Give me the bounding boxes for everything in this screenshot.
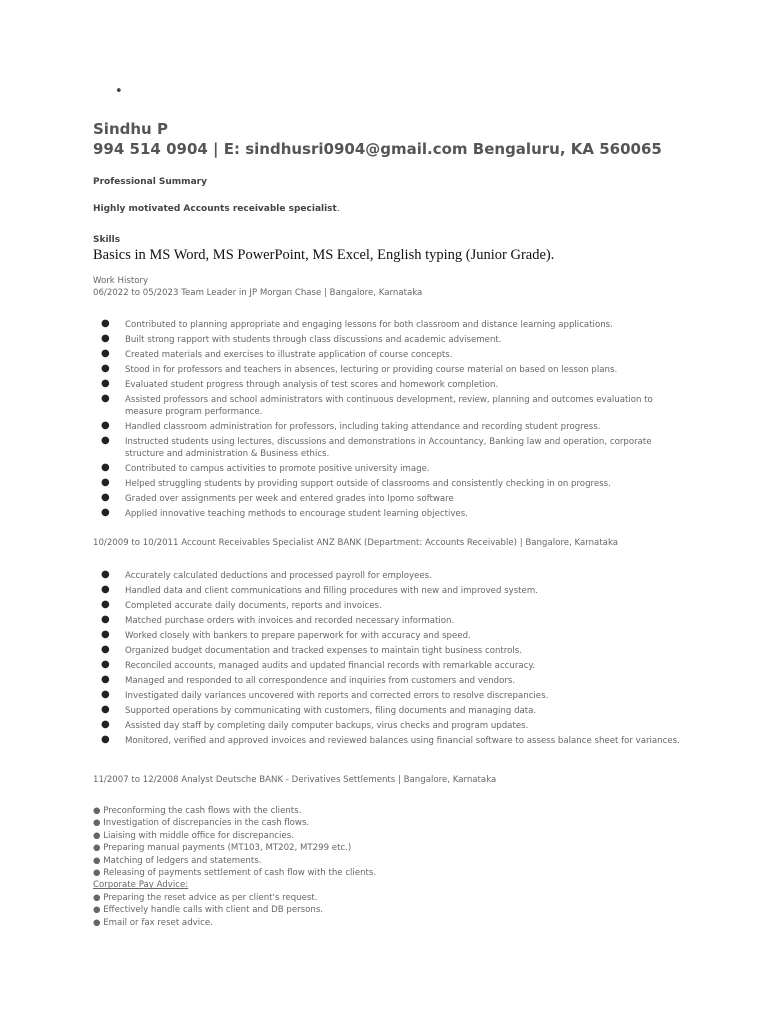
list-item: ● Handled data and client communications and filling procedures with new and improved system. (101, 584, 538, 596)
bullet-icon: ● (101, 674, 110, 685)
job-title: 10/2009 to 10/2011 Account Receivables Specialist ANZ BANK (Department: Accounts Receivable) | Bangalore, Karnataka (93, 538, 619, 548)
list-item: ● Email or fax reset advice. (93, 917, 213, 928)
bullet-icon: ● (101, 420, 110, 431)
bullet-icon: ● (101, 477, 110, 488)
list-item: ● Stood in for professors and teachers in absences, lecturing or providing course material on based on lesson plans. (101, 363, 618, 375)
list-item: ● Managed and responded to all correspondence and inquiries from customers and vendors. (101, 674, 516, 686)
bullet-icon: ● (101, 599, 110, 610)
skills-text: Basics in MS Word, MS PowerPoint, MS Excel, English typing (Junior Grade). (93, 247, 555, 263)
lead-bullet: • (115, 84, 123, 99)
list-item: ● Investigation of discrepancies in the cash flows. (93, 818, 310, 829)
list-item: ● Organized budget documentation and tracked expenses to maintain tight business controls. (101, 644, 523, 656)
list-item: ● Created materials and exercises to illustrate application of course concepts. (101, 348, 453, 360)
list-item: ● Reconciled accounts, managed audits and updated financial records with remarkable accuracy. (101, 659, 535, 671)
list-item: ● Preparing the reset advice as per client's request. (93, 892, 318, 903)
job-duties-list (0, 570, 768, 762)
bullet-icon: ● (101, 689, 110, 700)
job-title: 06/2022 to 05/2023 Team Leader in JP Morgan Chase | Bangalore, Karnataka (93, 288, 423, 298)
contact-line: 994 514 0904 | E: sindhusri0904@gmail.com Bengaluru, KA 560065 (93, 140, 662, 158)
bullet-icon: ● (101, 507, 110, 518)
bullet-icon: ● (101, 435, 110, 446)
list-item: ● Matching of ledgers and statements. (93, 855, 262, 866)
bullet-icon: ● (101, 492, 110, 503)
work-history-heading: Work History (93, 276, 149, 286)
bullet-icon: ● (101, 629, 110, 640)
list-item: ● Supported operations by communicating with customers, filing documents and managing data. (101, 704, 537, 716)
bullet-icon: ● (101, 393, 110, 404)
list-item: ● Applied innovative teaching methods to encourage student learning objectives. (101, 507, 468, 519)
list-item: ● Effectively handle calls with client and DB persons. (93, 905, 324, 916)
list-item: ● Accurately calculated deductions and processed payroll for employees. (101, 569, 432, 581)
skills-heading: Skills (93, 235, 121, 245)
list-item: ● Worked closely with bankers to prepare paperwork for with accuracy and speed. (101, 629, 471, 641)
bullet-icon: ● (101, 734, 110, 745)
bullet-icon: ● (101, 659, 110, 670)
bullet-icon: ● (101, 644, 110, 655)
list-item: ● Built strong rapport with students through class discussions and academic advisement. (101, 333, 502, 345)
list-item: ● Graded over assignments per week and entered grades into Ipomo software (101, 492, 454, 504)
summary-bold: Highly motivated Accounts receivable specialist (93, 204, 337, 214)
bullet-icon: ● (101, 462, 110, 473)
list-item: ● Monitored, verified and approved invoices and reviewed balances using financial software to assess balance sheet for variances. (101, 734, 680, 746)
list-item: ● Completed accurate daily documents, reports and invoices. (101, 599, 382, 611)
bullet-icon: ● (101, 348, 110, 359)
bullet-icon: ● (101, 614, 110, 625)
list-item: ● Handled classroom administration for professors, including taking attendance and recording student progress. (101, 420, 601, 432)
list-item: ● Contributed to campus activities to promote positive university image. (101, 462, 430, 474)
corporate-pay-advice-heading: Corporate Pay Advice: (93, 880, 189, 891)
bullet-icon: ● (101, 363, 110, 374)
list-item: ● Liaising with middle office for discrepancies. (93, 830, 294, 841)
summary-heading: Professional Summary (93, 177, 207, 187)
bullet-icon: ● (101, 333, 110, 344)
bullet-icon: ● (101, 584, 110, 595)
list-item: ● Evaluated student progress through analysis of test scores and homework completion. (101, 378, 499, 390)
list-item: ● Assisted day staff by completing daily computer backups, virus checks and program updates. (101, 719, 529, 731)
list-item: ● Assisted professors and school administrators with continuous development, review, planning and outcomes evaluation to measure program performance. (101, 393, 653, 417)
bullet-icon: ● (101, 569, 110, 580)
list-item: ● Contributed to planning appropriate and engaging lessons for both classroom and distance learning applications. (101, 318, 613, 330)
list-item: ● Matched purchase orders with invoices and recorded necessary information. (101, 614, 455, 626)
bullet-icon: ● (101, 318, 110, 329)
job-duties-list (0, 319, 768, 523)
bullet-icon: ● (101, 704, 110, 715)
job-duties-plain (93, 805, 376, 929)
list-item: ● Investigated daily variances uncovered with reports and corrected errors to resolve discrepancies. (101, 689, 549, 701)
list-item: ● Preconforming the cash flows with the clients. (93, 806, 302, 816)
summary-text (93, 204, 340, 214)
list-item: ● Helped struggling students by providing support outside of classrooms and consistently checking in on progress. (101, 477, 611, 489)
candidate-name: Sindhu P (93, 120, 168, 138)
summary-tail: . (336, 204, 340, 214)
job-title: 11/2007 to 12/2008 Analyst Deutsche BANK - Derivatives Settlements | Bangalore, Karnataka (93, 775, 497, 785)
list-item: ● Instructed students using lectures, discussions and demonstrations in Accountancy, Banking law and operation, corporate structure and administration & Business ethics. (101, 435, 652, 459)
bullet-icon: ● (101, 378, 110, 389)
list-item: ● Preparing manual payments (MT103, MT202, MT299 etc.) (93, 843, 352, 854)
list-item: ● Releasing of payments settlement of cash flow with the clients. (93, 868, 377, 879)
bullet-icon: ● (101, 719, 110, 730)
